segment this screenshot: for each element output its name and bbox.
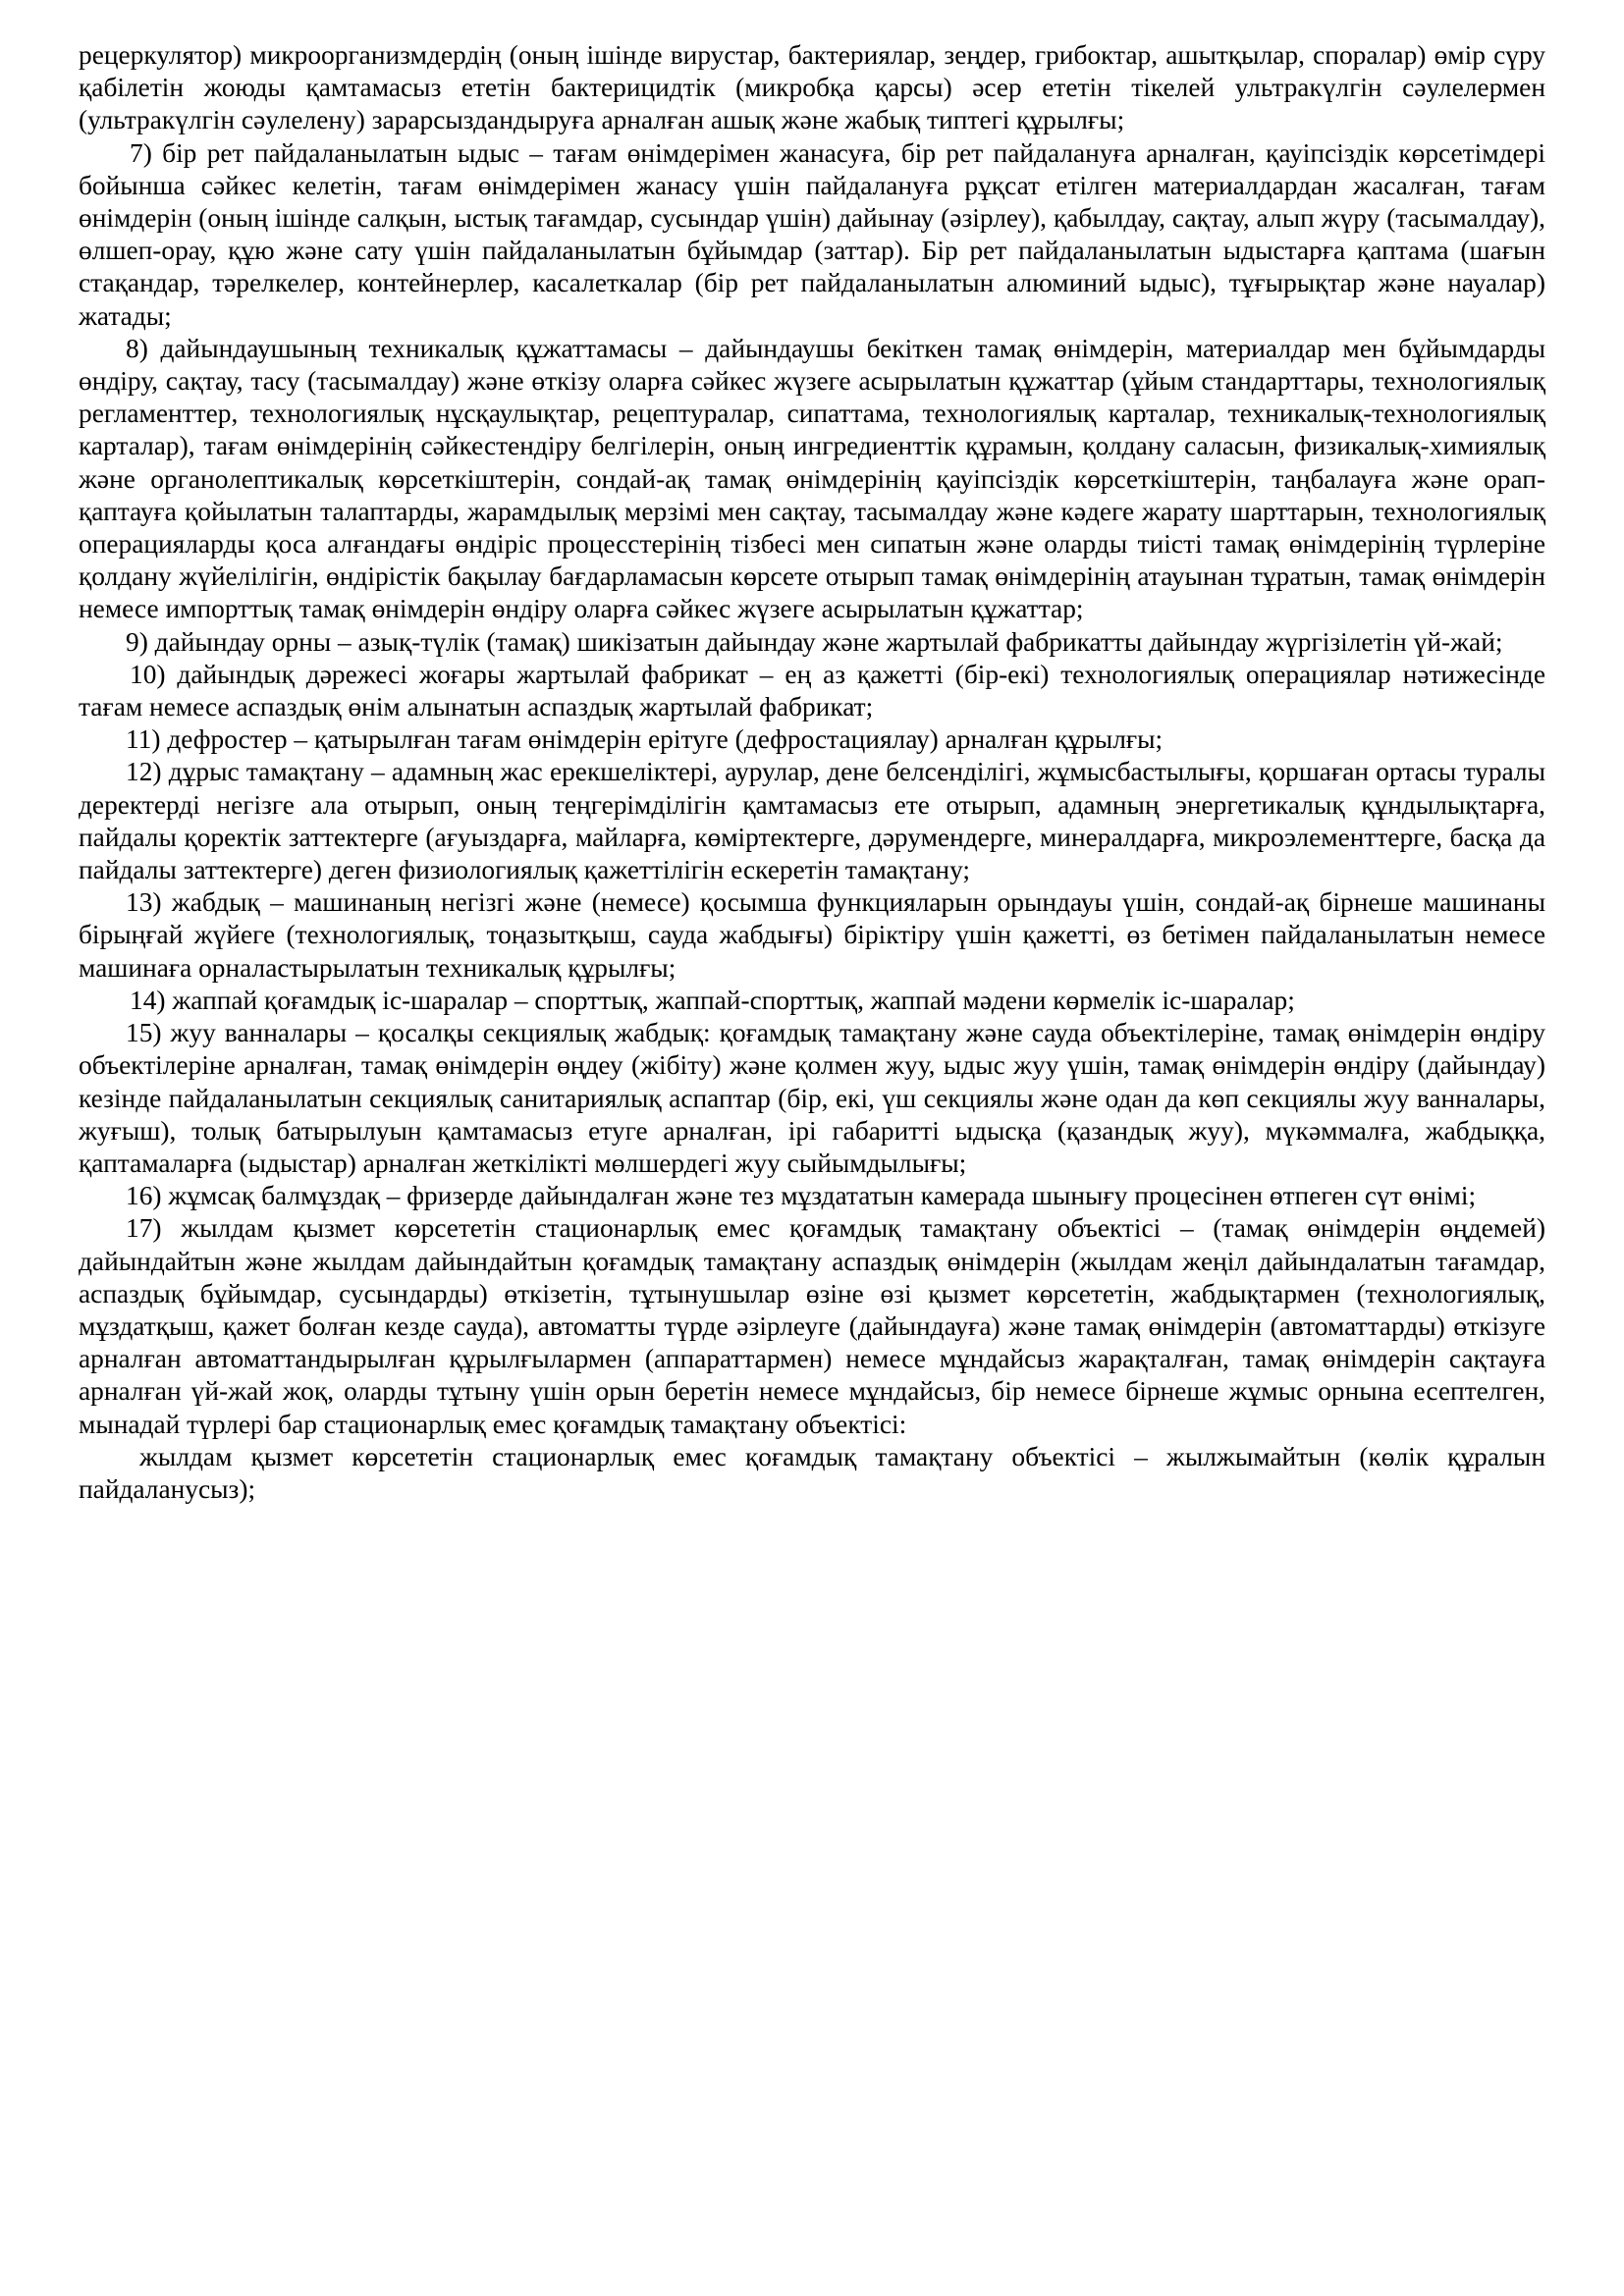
definition-item-17-subtype: жылдам қызмет көрсететін стационарлық емес қоғамдық тамақтану объектісі – жылжымайтын (көлік құралын пайдаланусыз);	[79, 1441, 1545, 1504]
definition-item-7: 7) бір рет пайдаланылатын ыдыс – тағам өнімдерімен жанасуға, бір рет пайдалануға арналған, қауіпсіздік көрсетімдері бойынша сәйкес келетін, тағам өнімдерімен жанасу үшін пайдалануға рұқсат етілген материалдардан жасалған, тағам өнімдерін (оның ішінде салқын, ыстық тағамдар, сусындар үшін) дайынау (әзірлеу), қабылдау, сақтау, алып жүру (тасымалдау), өлшеп-орау, құю және сату үшін пайдаланылатын бұйымдар (заттар). Бір рет пайдаланылатын ыдыстарға қаптама (шағын стақандар, тәрелкелер, контейнерлер, касалеткалар (бір рет пайдаланылатын алюминий ыдыс), тұғырықтар және науалар) жатады;	[79, 137, 1545, 331]
definition-item-11: 11) дефростер – қатырылған тағам өнімдерін ерітуге (дефростациялау) арналған құрылғы;	[126, 724, 1164, 755]
paragraph-continuation: рецеркулятор) микроорганизмдердің (оның ішінде вирустар, бактериялар, зеңдер, грибоктар, ашытқылар, споралар) өмір сүру қабілетін жоюды қамтамасыз ететін бактерицидтік (микробқа қарсы) әсер ететін тікелей ультракүлгін сәулелермен (ультракүлгін сәулелену) зарарсыздандыруға арналған ашық және жабық типтегі құрылғы;	[79, 40, 1545, 135]
definition-item-8: 8) дайындаушының техникалық құжаттамасы – дайындаушы бекіткен тамақ өнімдерін, материалдар мен бұйымдарды өндіру, сақтау, тасу (тасымалдау) және өткізу оларға сәйкес жүзеге асырылатын құжаттар (ұйым стандарттары, технологиялық регламенттер, технологиялық нұсқаулықтар, рецептуралар, сипаттама, технологиялық карталар, техникалық-технологиялық карталар), тағам өнімдерінің сәйкестендіру белгілерін, оның ингредиенттік құрамын, қолдану саласын, физикалық-химиялық және органолептикалық көрсеткіштерін, сондай-ақ тамақ өнімдерінің қауіпсіздік көрсеткіштерін, таңбалауға және орап-қаптауға қойылатын талаптарды, жарамдылық мерзімі мен сақтау, тасымалдау және кәдеге жарату шарттарын, технологиялық операцияларды қоса алғандағы өндіріс процесстерінің тізбесі мен сипатын және оларды тиісті тамақ өнімдерінің түрлеріне қолдану жүйелілігін, өндірістік бақылау бағдарламасын көрсете отырып тамақ өнімдерінің атауынан тұратын, тамақ өнімдерін немесе импорттық тамақ өнімдерін өндіру оларға сәйкес жүзеге асырылатын құжаттар;	[79, 333, 1545, 624]
definition-item-9: 9) дайындау орны – азық-түлік (тамақ) шикізатын дайындау және жартылай фабрикатты дайындау жүргізілетін үй-жай;	[126, 626, 1503, 657]
definition-item-13: 13) жабдық – машинаның негізгі және (немесе) қосымша функцияларын орындауы үшін, сондай-ақ бірнеше машинаны бірыңғай жүйеге (технологиялық, тоңазытқыш, сауда жабдығы) біріктіру үшін қажетті, өз бетімен пайдаланылатын немесе машинаға орналастырылатын техникалық құрылғы;	[79, 887, 1545, 983]
definition-item-16: 16) жұмсақ балмұздақ – фризерде дайындалған және тез мұздататын камерада шынығу процесінен өтпеген сүт өнімі;	[126, 1181, 1477, 1211]
definition-item-14: 14) жаппай қоғамдық іс-шаралар – спорттық, жаппай-спорттық, жаппай мәдени көрмелік іс-шаралар;	[130, 985, 1295, 1015]
document-page	[79, 39, 1545, 1506]
definition-item-10: 10) дайындық дәрежесі жоғары жартылай фабрикат – ең аз қажетті (бір-екі) технологиялық операциялар нәтижесінде тағам немесе аспаздық өнім алынатын аспаздық жартылай фабрикат;	[79, 659, 1545, 722]
definition-item-12: 12) дұрыс тамақтану – адамның жас ерекшеліктері, аурулар, дене белсенділігі, жұмысбастылығы, қоршаған ортасы туралы деректерді негізге ала отырып, оның теңгерімділігін қамтамасыз ете отырып, адамның энергетикалық құндылықтарға, пайдалы қоректік заттектерге (ағуыздарға, майларға, көміртектерге, дәрумендерге, минералдарға, микроэлементтерге, басқа да пайдалы заттектерге) деген физиологиялық қажеттілігін ескеретін тамақтану;	[79, 757, 1545, 885]
definition-item-17: 17) жылдам қызмет көрсететін стационарлық емес қоғамдық тамақтану объектісі – (тамақ өнімдерін өңдемей) дайындайтын және жылдам дайындайтын қоғамдық тамақтану аспаздық өнімдерін (жылдам жеңіл дайындалатын тағамдар, аспаздық бұйымдар, сусындарды) өткізетін, тұтынушылар өзіне өзі қызмет көрсететін, жабдықтармен (технологиялық, мұздатқыш, қажет болған кезде сауда), автоматты түрде әзірлеуге (дайындауға) және тамақ өнімдерін (автоматтарды) өткізуге арналған автоматтандырылған құрылғылармен (аппараттармен) немесе мұндайсыз жарақталған, тамақ өнімдерін сақтауға арналған үй-жай жоқ, оларды тұтыну үшін орын беретін немесе мұндайсыз, бір немесе бірнеше жұмыс орнына есептелген, мынадай түрлері бар стационарлық емес қоғамдық тамақтану объектісі:	[79, 1213, 1545, 1439]
definition-item-15: 15) жуу ванналары – қосалқы секциялық жабдық: қоғамдық тамақтану және сауда объектілеріне, тамақ өнімдерін өндіру объектілеріне арналған, тамақ өнімдерін өңдеу (жібіту) және қолмен жуу, ыдыс жуу үшін, тамақ өнімдерін өндіру (дайындау) кезінде пайдаланылатын секциялық санитариялық аспаптар (бір, екі, үш секциялы және одан да көп секциялы жуу ванналары, жуғыш), толық батырылуын қамтамасыз етуге арналған, ірі габаритті ыдысқа (қазандық жуу), мүкәммалға, жабдыққа, қаптамаларға (ыдыстар) арналған жеткілікті мөлшердегі жуу сыйымдылығы;	[79, 1018, 1545, 1178]
